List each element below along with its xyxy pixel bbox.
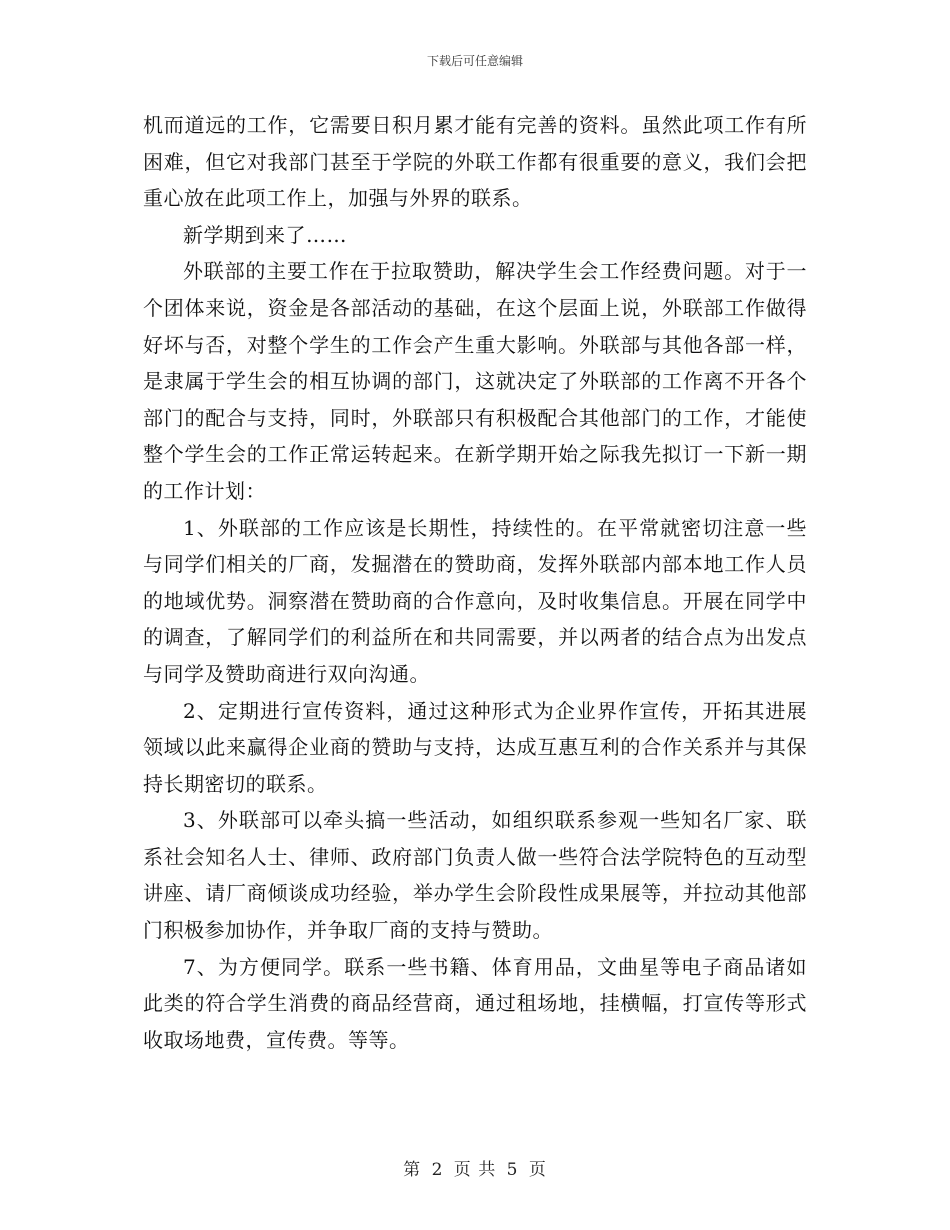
footer-total-pages: 5 xyxy=(506,1160,519,1180)
page-header-note: 下载后可任意编辑 xyxy=(426,54,523,68)
paragraph-3: 外联部的主要工作在于拉取赞助，解决学生会工作经费问题。对于一个团体来说，资金是各部活动的基础，在这个层面上说，外联部工作做得好坏与否，对整个学生的工作会产生重大影响。外联部与其他各部一样，是隶属于学生会的相互协调的部门，这就决定了外联部的工作离不开各个部门的配合与支持，同时，外联部只有积极配合其他部门的工作，才能使整个学生会的工作正常运转起来。在新学期开始之际我先拟订一下新一期的工作计划： xyxy=(143,259,807,503)
paragraph-5: 2、定期进行宣传资料，通过这种形式为企业界作宣传，开拓其进展领域以此来赢得企业商的赞助与支持，达成互惠互利的合作关系并与其保持长期密切的联系。 xyxy=(143,698,807,796)
paragraph-2: 新学期到来了…… xyxy=(183,222,347,247)
paragraph-7: 7、为方便同学。联系一些书籍、体育用品，文曲星等电子商品诸如此类的符合学生消费的商品经营商，通过租场地，挂横幅，打宣传等形式收取场地费，宣传费。等等。 xyxy=(143,954,807,1052)
paragraph-6: 3、外联部可以牵头搞一些活动，如组织联系参观一些知名厂家、联系社会知名人士、律师、政府部门负责人做一些符合法学院特色的互动型讲座、请厂商倾谈成功经验，举办学生会阶段性成果展等，并拉动其他部门积极参加协作，并争取厂商的支持与赞助。 xyxy=(143,808,807,943)
paragraph-1: 机而道远的工作，它需要日积月累才能有完善的资料。虽然此项工作有所困难，但它对我部门甚至于学院的外联工作都有很重要的意义，我们会把重心放在此项工作上，加强与外界的联系。 xyxy=(143,113,807,211)
paragraph-4: 1、外联部的工作应该是长期性，持续性的。在平常就密切注意一些与同学们相关的厂商，发掘潜在的赞助商，发挥外联部内部本地工作人员的地域优势。洞察潜在赞助商的合作意向，及时收集信息。开展在同学中的调查，了解同学们的利益所在和共同需要，并以两者的结合点为出发点与同学及赞助商进行双向沟通。 xyxy=(143,515,807,686)
footer-prefix: 第 xyxy=(403,1160,422,1180)
page-number-footer xyxy=(0,1155,950,1180)
footer-middle: 页 共 xyxy=(453,1160,497,1180)
footer-suffix: 页 xyxy=(528,1160,547,1180)
document-body xyxy=(143,107,807,1058)
footer-current-page: 2 xyxy=(431,1160,444,1180)
